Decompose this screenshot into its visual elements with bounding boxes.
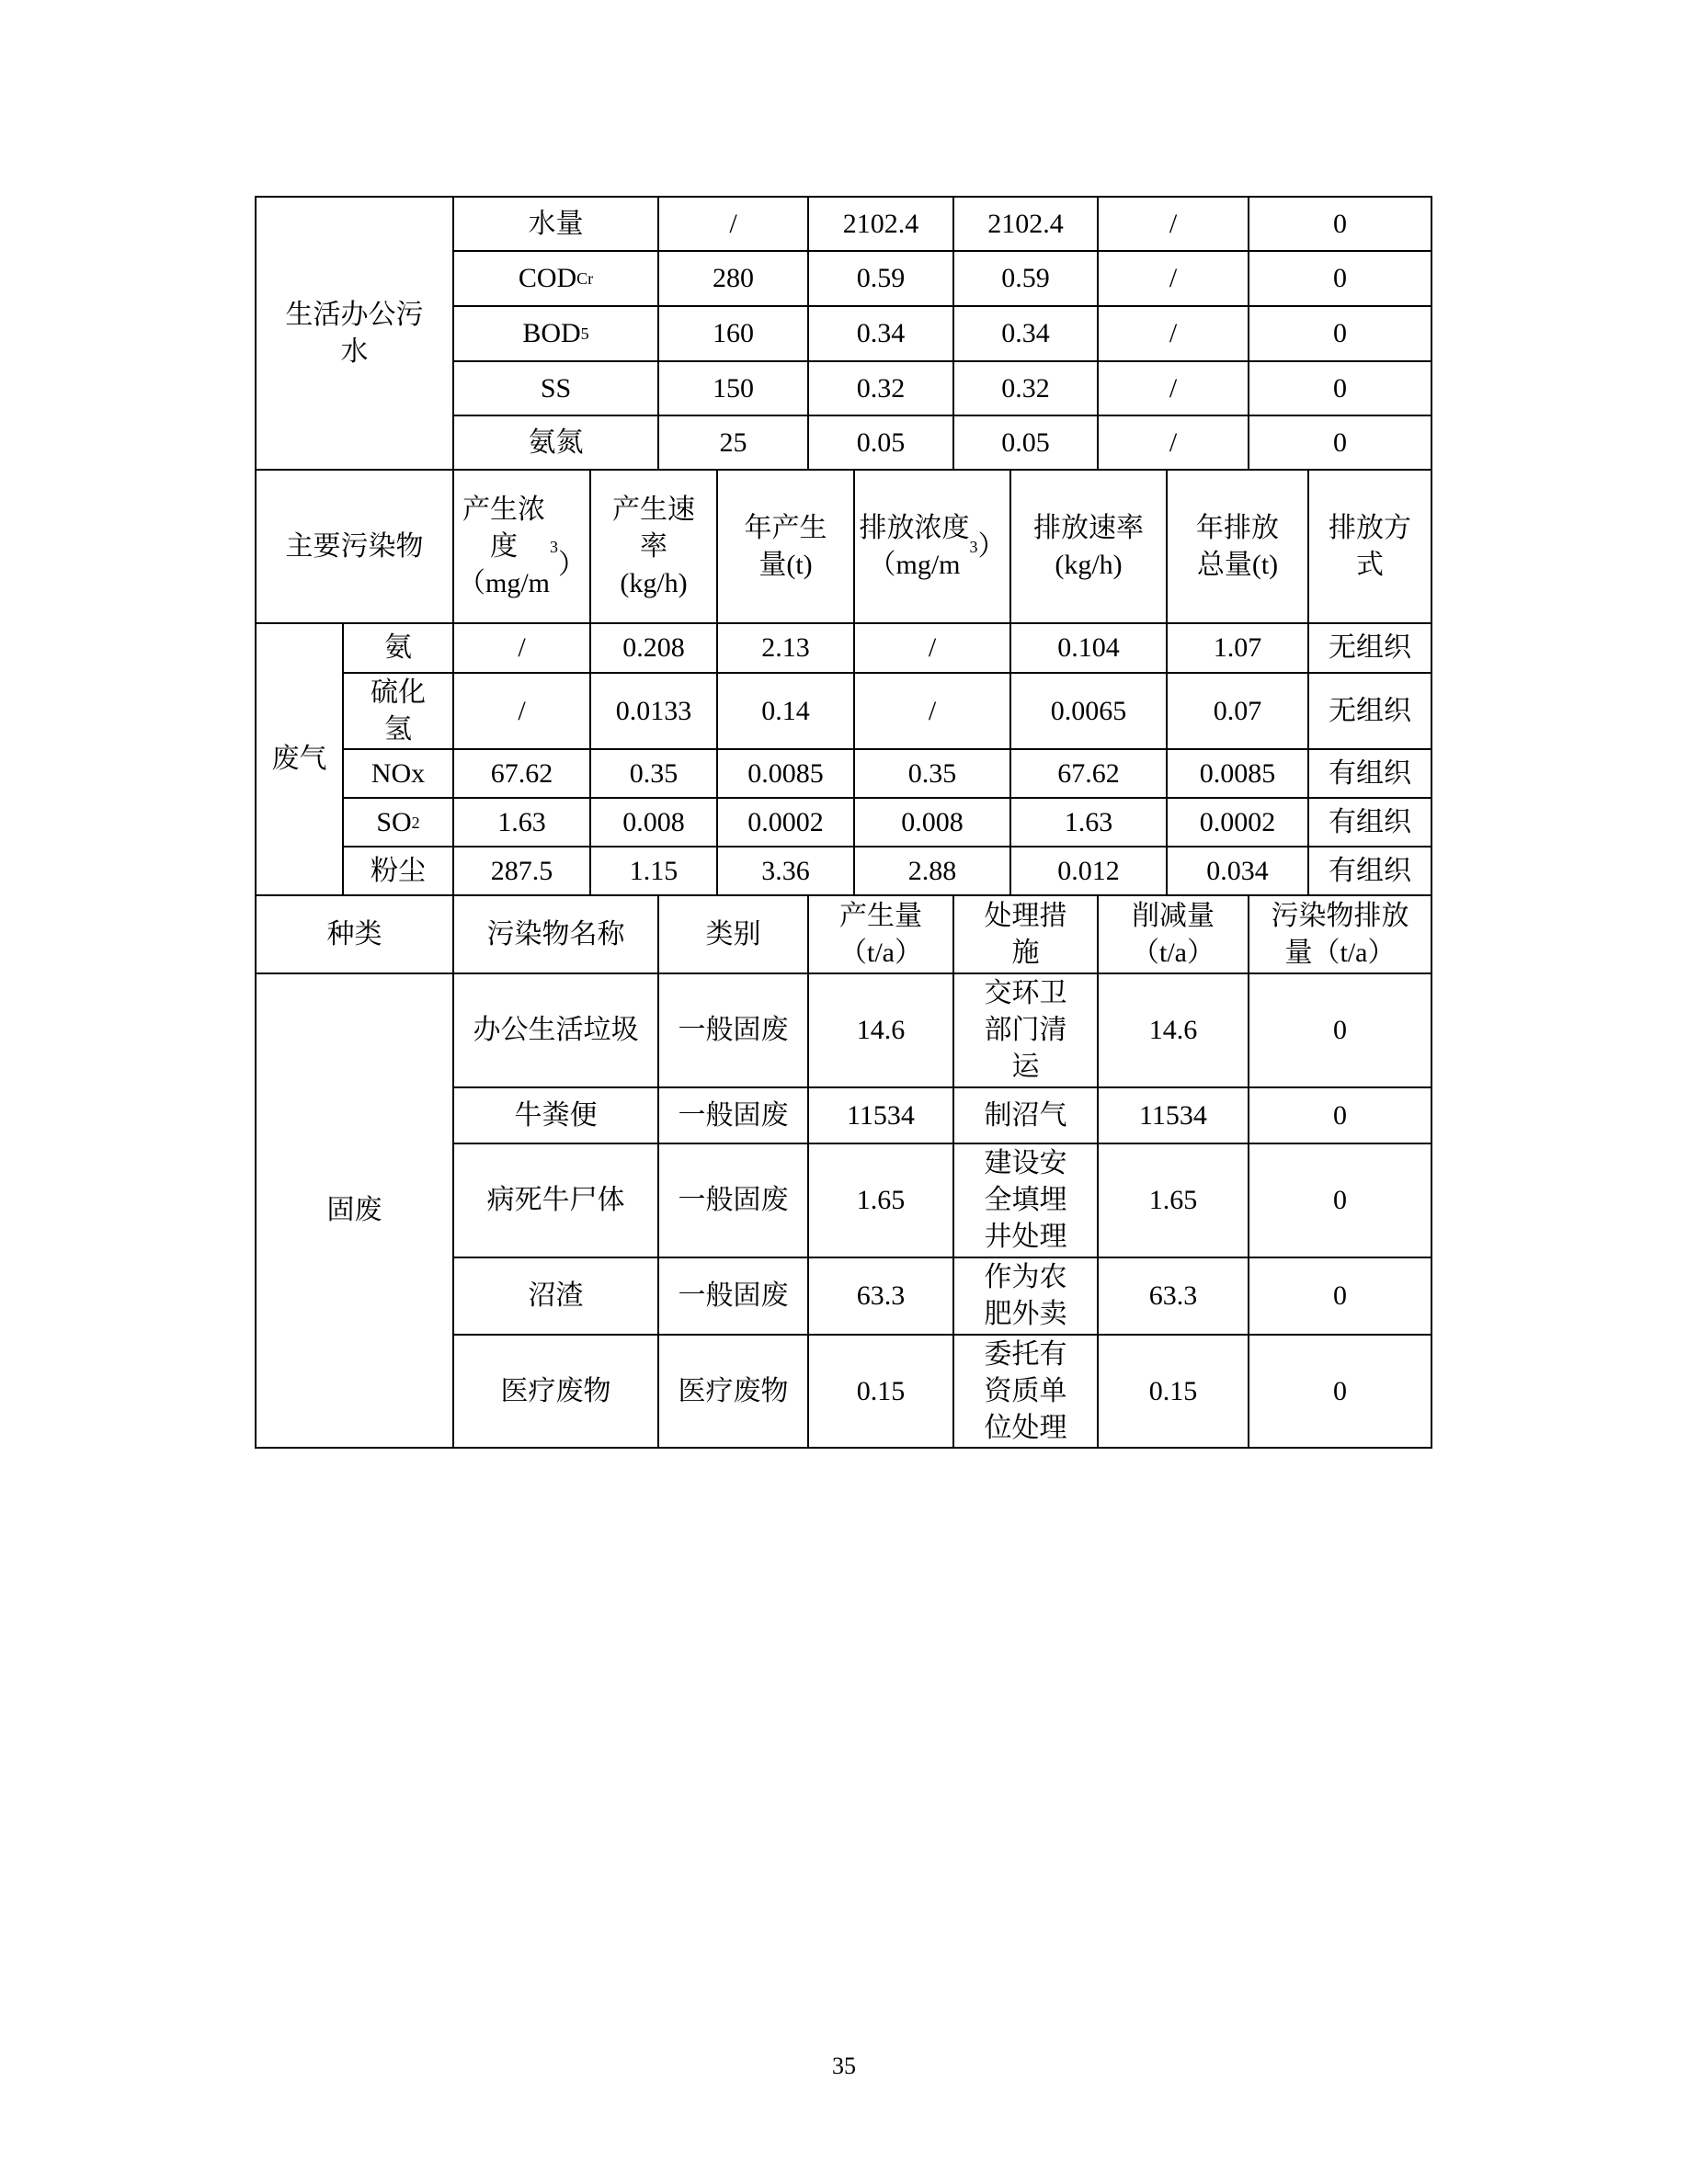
solid-row-emit: 0 xyxy=(1333,1185,1347,1215)
gas-row-produce-rate: 0.008 xyxy=(622,806,685,837)
gas-row-emit-conc: 0.008 xyxy=(901,806,964,837)
gas-row-produce-rate: 0.35 xyxy=(629,757,679,789)
grid-line xyxy=(343,797,1431,799)
gas-row-annual-emit: 1.07 xyxy=(1213,632,1262,663)
grid-line xyxy=(343,846,1431,847)
grid-line xyxy=(952,895,954,1448)
gas-header-emit-conc-b: ） xyxy=(977,530,1006,562)
water-row-name: COD Cr xyxy=(453,251,658,306)
water-row-name: BOD 5 xyxy=(453,306,658,361)
grid-line xyxy=(256,973,1431,974)
water-section-label: 生活办公污 水 xyxy=(285,299,424,367)
grid-line xyxy=(453,415,1431,416)
grid-line xyxy=(1248,197,1249,470)
grid-line xyxy=(1097,197,1099,470)
gas-row-name: 粉尘 xyxy=(371,855,426,886)
gas-row-emit-rate: 0.012 xyxy=(1057,855,1120,886)
water-row-produce: 0.05 xyxy=(856,427,906,458)
water-row-discharge: 2102.4 xyxy=(987,208,1064,239)
water-row-conc: 150 xyxy=(713,372,754,404)
solid-row-name: 办公生活垃圾 xyxy=(473,1015,639,1045)
solid-row-category: 一般固废 xyxy=(678,1099,789,1131)
water-row-conc: 280 xyxy=(713,263,754,293)
water-row-produce: 0.34 xyxy=(856,318,906,348)
water-row-final: 0 xyxy=(1333,318,1347,348)
water-row-conc: 160 xyxy=(713,318,754,348)
gas-row-emit-conc: / xyxy=(928,695,937,726)
gas-row-emit-mode: 无组织 xyxy=(1329,695,1411,726)
water-row-discharge: 0.32 xyxy=(1001,372,1050,404)
grid-line xyxy=(453,1257,1431,1258)
gas-row-emit-rate: 0.0065 xyxy=(1050,695,1127,726)
grid-line xyxy=(453,1143,1431,1144)
water-row-final: 0 xyxy=(1333,427,1347,458)
gas-row-emit-rate: 1.63 xyxy=(1064,806,1113,837)
grid-line xyxy=(589,470,591,895)
gas-row-annual-emit: 0.034 xyxy=(1206,855,1269,886)
gas-row-annual-emit: 0.0002 xyxy=(1199,806,1276,837)
solid-row-reduce: 1.65 xyxy=(1148,1185,1198,1215)
solid-header-reduce: 削减量 （t/a） xyxy=(1132,900,1215,968)
water-row-name-main: BOD xyxy=(522,318,581,348)
grid-line xyxy=(657,895,659,1448)
grid-line xyxy=(1307,470,1309,895)
solid-row-measure: 建设安 全填埋 井处理 xyxy=(984,1148,1067,1252)
gas-header-annual-emit: 年排放 总量(t) xyxy=(1196,512,1279,580)
water-row-final: 0 xyxy=(1333,372,1347,404)
solid-row-name: 牛粪便 xyxy=(514,1099,598,1131)
water-row-conc: / xyxy=(729,208,737,239)
gas-row-annual-produce: 2.13 xyxy=(761,632,810,663)
gas-row-produce-rate: 0.0133 xyxy=(615,695,692,726)
grid-line xyxy=(342,623,344,895)
grid-line xyxy=(1097,895,1099,1448)
gas-header-produce-conc-a: 产生浓 度 （mg/m xyxy=(457,494,550,598)
solid-row-name: 病死牛尸体 xyxy=(486,1185,625,1215)
gas-row-produce-rate: 1.15 xyxy=(629,855,679,886)
water-row-discharge: 0.34 xyxy=(1001,318,1050,348)
solid-row-reduce: 11534 xyxy=(1139,1099,1207,1131)
gas-header-produce-conc-b: ） xyxy=(558,549,586,580)
grid-line xyxy=(853,470,855,895)
water-row-discharge: 0.59 xyxy=(1001,263,1050,293)
solid-header-name: 污染物名称 xyxy=(486,918,625,950)
solid-header-category: 类别 xyxy=(705,918,761,950)
water-row-name: SS xyxy=(540,372,572,404)
grid-line xyxy=(807,197,809,470)
water-row-final: 0 xyxy=(1333,263,1347,293)
solid-header-measure: 处理措 施 xyxy=(984,900,1067,968)
solid-row-category: 一般固废 xyxy=(678,1280,789,1311)
grid-line xyxy=(256,622,1431,624)
water-row-reduce: / xyxy=(1169,372,1178,404)
table-border-left xyxy=(255,196,257,1449)
grid-line xyxy=(343,748,1431,750)
gas-row-produce-conc: 287.5 xyxy=(490,855,553,886)
gas-row-annual-emit: 0.07 xyxy=(1213,695,1262,726)
gas-row-emit-mode: 有组织 xyxy=(1329,757,1411,789)
solid-row-emit: 0 xyxy=(1333,1099,1347,1131)
gas-row-emit-mode: 无组织 xyxy=(1329,632,1411,663)
gas-header-emit-mode: 排放方 式 xyxy=(1329,512,1411,580)
gas-row-annual-emit: 0.0085 xyxy=(1199,757,1276,789)
gas-row-emit-conc: / xyxy=(928,632,937,663)
gas-row-produce-conc: 67.62 xyxy=(490,757,553,789)
gas-row-annual-produce: 0.0002 xyxy=(747,806,824,837)
gas-header-produce-rate: 产生速 率 (kg/h) xyxy=(612,494,695,598)
grid-line xyxy=(453,250,1431,252)
gas-header-emit-rate: 排放速率 (kg/h) xyxy=(1033,512,1144,580)
solid-row-reduce: 0.15 xyxy=(1148,1375,1198,1406)
table-border-right xyxy=(1431,196,1432,1449)
water-row-reduce: / xyxy=(1169,318,1178,348)
gas-section-label: 废气 xyxy=(271,744,327,774)
solid-header-kind: 种类 xyxy=(326,918,382,950)
grid-line xyxy=(716,470,718,895)
water-row-reduce: / xyxy=(1169,263,1178,293)
solid-header-emit: 污染物排放 量（t/a） xyxy=(1271,900,1409,968)
solid-row-produce: 63.3 xyxy=(856,1280,906,1311)
gas-row-annual-produce: 0.0085 xyxy=(747,757,824,789)
solid-header-produce: 产生量 （t/a） xyxy=(839,900,922,968)
grid-line xyxy=(807,895,809,1448)
gas-row-annual-produce: 3.36 xyxy=(761,855,810,886)
gas-header-emit-conc: 排放浓度 （mg/m 3 ） xyxy=(854,470,1010,623)
gas-row-produce-conc: / xyxy=(518,632,526,663)
grid-line xyxy=(256,894,1431,896)
water-row-final: 0 xyxy=(1333,208,1347,239)
gas-header-produce-conc: 产生浓 度 （mg/m 3 ） xyxy=(453,470,590,623)
solid-row-category: 一般固废 xyxy=(678,1185,789,1215)
solid-row-produce: 1.65 xyxy=(856,1185,906,1215)
solid-row-measure: 制沼气 xyxy=(984,1099,1067,1131)
grid-line xyxy=(453,1334,1431,1336)
gas-row-name: 氨 xyxy=(384,632,412,663)
water-row-reduce: / xyxy=(1169,427,1178,458)
gas-row-emit-rate: 67.62 xyxy=(1057,757,1120,789)
solid-row-measure: 交环卫 部门清 运 xyxy=(984,978,1067,1082)
grid-line xyxy=(657,197,659,470)
gas-row-produce-conc: 1.63 xyxy=(497,806,546,837)
water-row-produce: 0.32 xyxy=(856,372,906,404)
solid-row-measure: 作为农 肥外卖 xyxy=(984,1262,1067,1329)
table-border-bottom xyxy=(255,1447,1432,1449)
solid-row-reduce: 63.3 xyxy=(1148,1280,1198,1311)
solid-row-category: 一般固废 xyxy=(678,1015,789,1045)
solid-row-name: 沼渣 xyxy=(528,1280,584,1311)
water-row-produce: 2102.4 xyxy=(842,208,919,239)
water-row-name: 氨氮 xyxy=(528,427,584,458)
gas-header-annual-produce: 年产生 量(t) xyxy=(744,512,827,580)
grid-line xyxy=(1166,470,1168,895)
water-row-produce: 0.59 xyxy=(856,263,906,293)
water-row-name: 水量 xyxy=(528,208,584,239)
gas-row-produce-rate: 0.208 xyxy=(622,632,685,663)
gas-row-emit-mode: 有组织 xyxy=(1329,855,1411,886)
gas-row-name: NOx xyxy=(371,757,426,789)
solid-row-category: 医疗废物 xyxy=(678,1375,789,1406)
page-number: 35 xyxy=(832,2053,856,2079)
solid-row-measure: 委托有 资质单 位处理 xyxy=(984,1338,1067,1443)
gas-row-annual-produce: 0.14 xyxy=(761,695,810,726)
grid-line xyxy=(1009,470,1011,895)
grid-line xyxy=(1248,895,1249,1448)
grid-line xyxy=(453,360,1431,362)
water-row-reduce: / xyxy=(1169,208,1178,239)
solid-section-label: 固废 xyxy=(326,1195,382,1225)
grid-line xyxy=(952,197,954,470)
gas-row-produce-conc: / xyxy=(518,695,526,726)
grid-line xyxy=(343,672,1431,674)
solid-row-emit: 0 xyxy=(1333,1375,1347,1406)
solid-row-emit: 0 xyxy=(1333,1280,1347,1311)
grid-line xyxy=(452,895,454,1448)
gas-header-emit-conc-a: 排放浓度 （mg/m xyxy=(859,512,970,580)
grid-line xyxy=(452,197,454,470)
solid-row-produce: 11534 xyxy=(847,1099,915,1131)
gas-row-emit-conc: 2.88 xyxy=(907,855,957,886)
grid-line xyxy=(452,470,454,895)
gas-header-pollutant: 主要污染物 xyxy=(285,530,424,562)
solid-row-produce: 0.15 xyxy=(856,1375,906,1406)
grid-line xyxy=(453,305,1431,307)
grid-line xyxy=(453,1086,1431,1088)
solid-row-reduce: 14.6 xyxy=(1148,1015,1198,1045)
solid-row-name: 医疗废物 xyxy=(500,1375,611,1406)
gas-row-name-main: SO xyxy=(376,806,412,837)
water-row-conc: 25 xyxy=(719,427,747,458)
water-row-name-main: COD xyxy=(518,263,577,293)
gas-row-emit-mode: 有组织 xyxy=(1329,806,1411,837)
grid-line xyxy=(256,469,1431,471)
gas-row-name: 硫化 氢 xyxy=(371,677,426,745)
water-row-discharge: 0.05 xyxy=(1001,427,1050,458)
solid-row-emit: 0 xyxy=(1333,1015,1347,1045)
gas-row-name: SO 2 xyxy=(343,798,453,847)
gas-row-emit-conc: 0.35 xyxy=(907,757,957,789)
solid-row-produce: 14.6 xyxy=(856,1015,906,1045)
table-border-top xyxy=(255,196,1432,198)
gas-row-emit-rate: 0.104 xyxy=(1057,632,1120,663)
